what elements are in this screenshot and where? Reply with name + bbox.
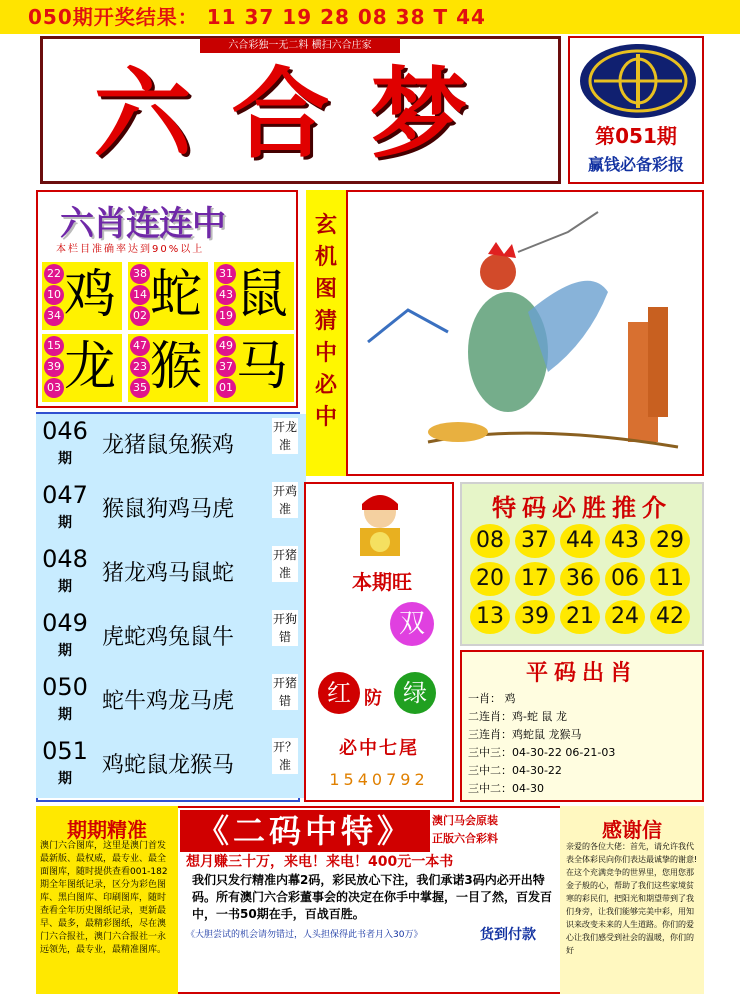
history-row: 050 期 蛇牛鸡龙马虎 开猪错: [36, 670, 300, 734]
thanks-title: 感谢信: [602, 818, 662, 842]
issue-number: 第051期: [595, 124, 677, 148]
zodiac-cell: 15 39 03 龙: [42, 334, 122, 402]
number-ball: 17: [515, 562, 555, 596]
red-badge: 红: [318, 672, 360, 714]
number-ball: 37: [515, 524, 555, 558]
macau-label: 澳门马会原装 正版六合彩料: [432, 814, 498, 845]
history-row: 047 期 猴鼠狗鸡马虎 开鸡准: [36, 478, 300, 542]
zodiac-cell: 22 10 34 鸡: [42, 262, 122, 330]
accurate-body: 澳门六合图库，这里是澳门首发最新版、最权威，最专业、最全面图库，随时提供查看001-182期全年图纸记录，区分为彩色图库、黑白图库、印刷图库，随时查看全年历史图纸记录，更新最早、最多，最精彩图纸，尽在澳门六合报社，澳门六合报社一永远领先，最专业，最精准图库。: [40, 841, 168, 955]
pay-on-delivery: 货到付款: [480, 927, 536, 943]
number-ball: 43: [605, 524, 645, 558]
number-ball: 39: [515, 600, 555, 634]
number-ball: 08: [470, 524, 510, 558]
two-code-footnote: 《大胆尝试的机会请勿错过，人头担保得此书者月入30万》: [186, 930, 423, 940]
two-code-body: 我们只发行精准内幕2码，彩民放心下注，我们承诺3码内必开出特码。所有澳门六合彩董事会的决定在你手中掌握，一目了然，百发百中，一书50期在手，百战百胜。: [192, 873, 553, 921]
flat-code-line: 二连肖：鸡-蛇 鼠 龙: [468, 710, 567, 723]
flat-code-line: 三中二：04-30-22: [468, 764, 562, 777]
wang-text: 本期旺: [352, 570, 412, 594]
result-header: 050期开奖结果： 11 37 19 28 08 38 T 44: [0, 0, 740, 34]
tail-numbers: 1540792: [329, 770, 429, 789]
emblem-logo: [580, 44, 696, 118]
number-ball: 21: [560, 600, 600, 634]
number-ball: 13: [470, 600, 510, 634]
number-ball: 29: [650, 524, 690, 558]
zodiac-cell: 49 37 01 马: [214, 334, 294, 402]
history-row: 049 期 虎蛇鸡兔鼠牛 开狗错: [36, 606, 300, 670]
two-code-slogan: 想月赚三十万，来电！来电！400元一本书: [186, 854, 454, 870]
flat-code-line: 三中二：04-30: [468, 782, 544, 795]
six-zodiac-title: 六肖连连中: [60, 204, 225, 244]
history-row: 048 期 猪龙鸡马鼠蛇 开猪准: [36, 542, 300, 606]
history-row: 046 期 龙猪鼠兔猴鸡 开龙准: [36, 414, 300, 478]
number-ball: 44: [560, 524, 600, 558]
flat-code-line: 三中三：04-30-22 06-21-03: [468, 746, 616, 759]
issue-tagline: 赢钱必备彩报: [587, 155, 684, 174]
history-row: 051 期 鸡蛇鼠龙猴马 开？准: [36, 734, 300, 798]
riddle-text: 玄机图猜中必中: [314, 213, 337, 430]
green-badge: 绿: [394, 672, 436, 714]
flat-code-line: 一肖： 鸡: [468, 692, 516, 705]
number-ball: 24: [605, 600, 645, 634]
rooster-illustration: [346, 190, 704, 476]
fang-text: 防: [364, 688, 382, 709]
flat-code-title: 平码出肖: [525, 661, 638, 686]
number-ball: 42: [650, 600, 690, 634]
flat-code-line: 三连肖：鸡蛇鼠 龙猴马: [468, 728, 582, 741]
special-number-title: 特码必胜推介: [492, 494, 672, 522]
number-ball: 06: [605, 562, 645, 596]
zodiac-cell: 38 14 02 蛇: [128, 262, 208, 330]
number-ball: 11: [650, 562, 690, 596]
two-code-banner: 《二码中特》: [180, 810, 430, 852]
main-title: 六合梦: [93, 57, 508, 172]
zodiac-cell: 31 43 19 鼠: [214, 262, 294, 330]
shuang-badge: 双: [390, 602, 434, 646]
tail-title: 必中七尾: [339, 738, 419, 759]
six-zodiac-subtitle: 本栏目准确率达到90%以上: [56, 244, 205, 255]
god-of-wealth-icon: [340, 490, 420, 560]
accurate-title: 期期精准: [67, 818, 147, 842]
number-ball: 36: [560, 562, 600, 596]
zodiac-cell: 47 23 35 猴: [128, 334, 208, 402]
slogan: 六合彩独一无二料 横扫六合庄家: [200, 38, 400, 53]
thanks-body: 亲爱的各位大佬：首先，请允许我代表全体彩民向你们表达最诚挚的谢意!在这个充满竞争的世界里，您用您那金子般的心，帮助了我们这些家境贫寒的彩民们，把阳光和期望带到了我们身旁，让我们能够完美中彩，用知识来改变未来的人生道路。你们的爱心让我们感受到社会的温暖，你们的好: [566, 842, 698, 955]
number-ball: 20: [470, 562, 510, 596]
